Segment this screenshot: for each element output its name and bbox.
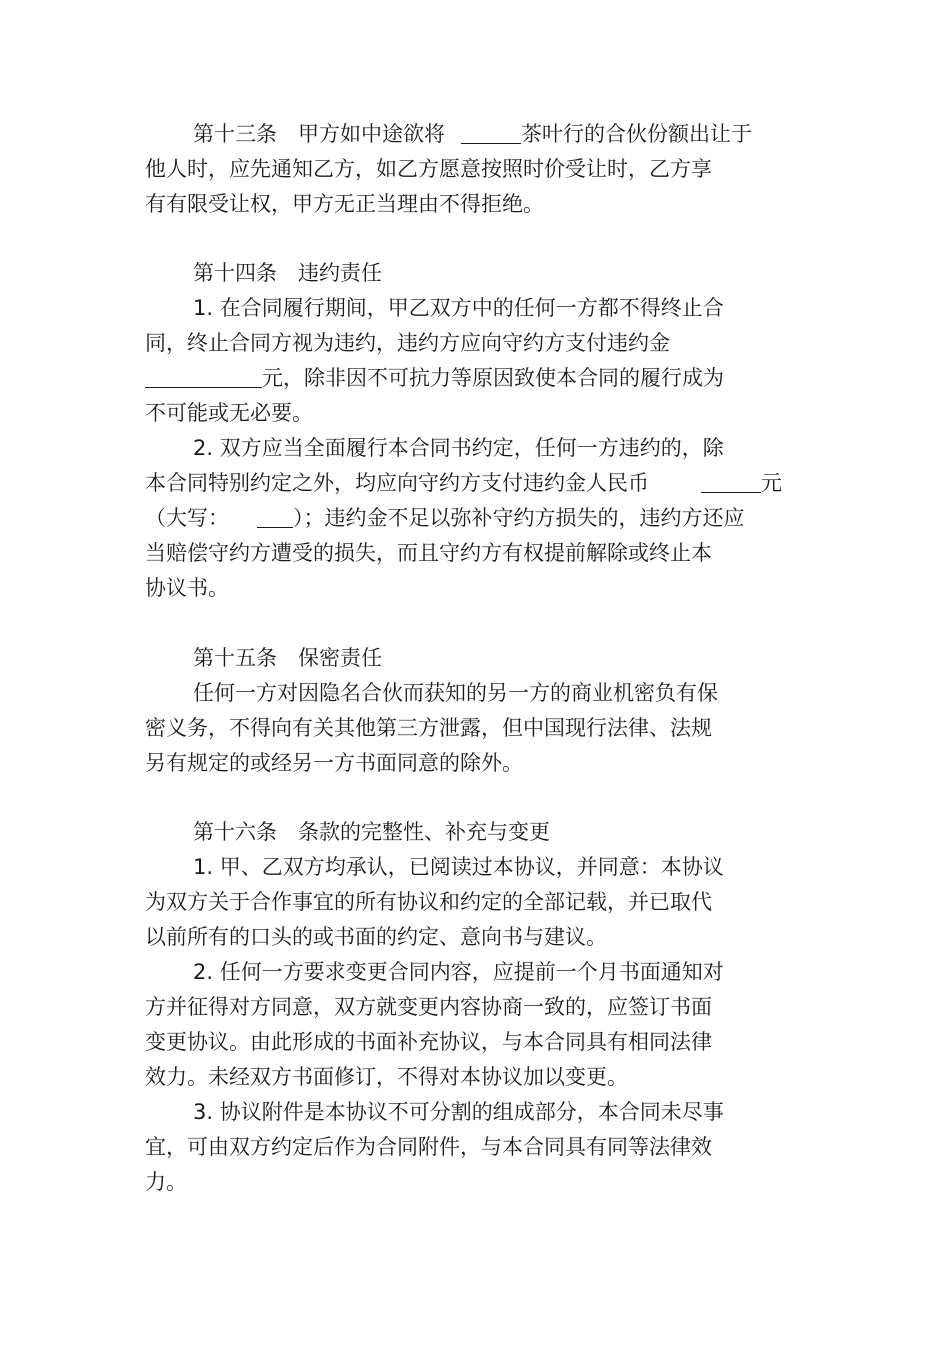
article-13-text: 茶叶行的合伙份额出让于 xyxy=(521,122,752,146)
article-14-text: （大写： xyxy=(145,506,229,530)
article-14-text: ）；违约金不足以弥补守约方损失的，违约方还应 xyxy=(293,506,745,530)
article-15-line-1: 任何一方对因隐名合伙而获知的另一方的商业机密负有保 xyxy=(193,681,718,705)
article-16-heading: 第十六条 条款的完整性、补充与变更 xyxy=(193,820,550,844)
article-16-clause-2-line-1: 2. 任何一方要求变更合同内容，应提前一个月书面通知对 xyxy=(193,960,724,984)
article-14-text: 本合同特别约定之外，均应向守约方支付违约金人民币 xyxy=(145,471,649,495)
article-16-clause-2-line-2: 方并征得对方同意，双方就变更内容协商一致的，应签订书面 xyxy=(145,995,712,1019)
article-14-heading: 第十四条 违约责任 xyxy=(193,261,382,285)
article-16-clause-1-line-2: 为双方关于合作事宜的所有协议和约定的全部记载，并已取代 xyxy=(145,890,712,914)
fill-in-blank xyxy=(701,470,761,493)
fill-in-blank xyxy=(461,121,521,144)
article-16-clause-3-line-3: 力。 xyxy=(145,1170,187,1194)
article-15-line-3: 另有规定的或经另一方书面同意的除外。 xyxy=(145,751,523,775)
article-13-text: 第十三条 甲方如中途欲将 xyxy=(193,122,445,146)
article-14-clause-2-line-5: 协议书。 xyxy=(145,576,229,600)
article-16-clause-2-line-3: 变更协议。由此形成的书面补充协议，与本合同具有相同法律 xyxy=(145,1030,712,1054)
article-14-clause-2-line-3 xyxy=(145,501,745,535)
article-14-text: 元，除非因不可抗力等原因致使本合同的履行成为 xyxy=(262,366,724,390)
article-15-heading: 第十五条 保密责任 xyxy=(193,646,382,670)
article-13-line-1 xyxy=(193,117,752,151)
article-14-clause-2-line-2 xyxy=(145,466,782,500)
article-16-clause-1-line-3: 以前所有的口头的或书面的约定、意向书与建议。 xyxy=(145,925,607,949)
article-13-line-2: 他人时，应先通知乙方，如乙方愿意按照时价受让时，乙方享 xyxy=(145,157,712,181)
article-14-text: 元 xyxy=(761,471,782,495)
article-14-clause-2-line-1: 2. 双方应当全面履行本合同书约定，任何一方违约的，除 xyxy=(193,436,724,460)
article-14-clause-1-line-3 xyxy=(145,361,724,395)
article-14-clause-2-line-4: 当赔偿守约方遭受的损失，而且守约方有权提前解除或终止本 xyxy=(145,541,712,565)
article-16-clause-1-line-1: 1. 甲、乙双方均承认，已阅读过本协议，并同意：本协议 xyxy=(193,855,724,879)
article-14-clause-1-line-2: 同，终止合同方视为违约，违约方应向守约方支付违约金 xyxy=(145,331,670,355)
fill-in-blank xyxy=(257,505,293,528)
article-16-clause-3-line-2: 宜，可由双方约定后作为合同附件，与本合同具有同等法律效 xyxy=(145,1135,712,1159)
article-14-clause-1-line-4: 不可能或无必要。 xyxy=(145,401,313,425)
fill-in-blank xyxy=(145,365,262,388)
article-14-clause-1-line-1: 1. 在合同履行期间，甲乙双方中的任何一方都不得终止合 xyxy=(193,296,724,320)
article-13-line-3: 有有限受让权，甲方无正当理由不得拒绝。 xyxy=(145,192,544,216)
article-16-clause-2-line-4: 效力。未经双方书面修订，不得对本协议加以变更。 xyxy=(145,1065,628,1089)
article-15-line-2: 密义务，不得向有关其他第三方泄露，但中国现行法律、法规 xyxy=(145,716,712,740)
article-16-clause-3-line-1: 3. 协议附件是本协议不可分割的组成部分，本合同未尽事 xyxy=(193,1100,724,1124)
